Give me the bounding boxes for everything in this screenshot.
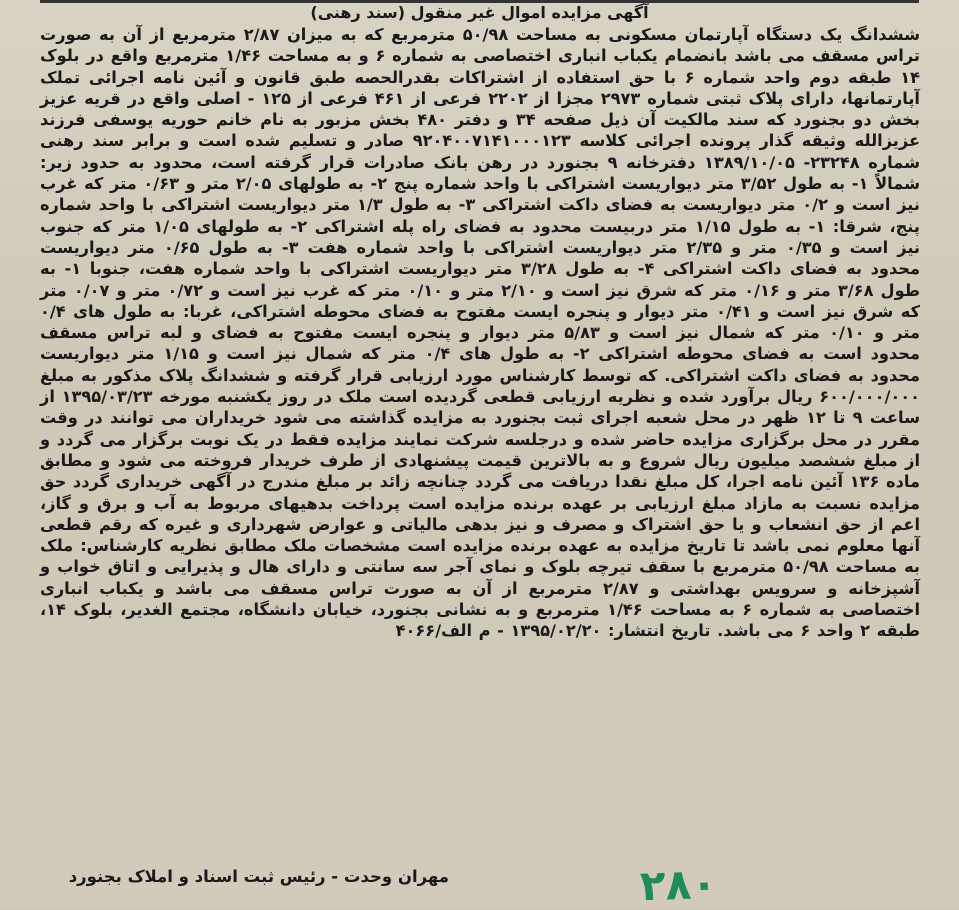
handwritten-number: ۲۸۰ [639, 858, 718, 910]
notice-signature: مهران وحدت - رئیس ثبت اسناد و املاک بجنورد [68, 867, 449, 886]
notice-title: آگهی مزایده اموال غیر منقول (سند رهنی) [310, 3, 649, 22]
notice-body: ششدانگ یک دستگاه آپارتمان مسکونی به مساحت ۵۰/۹۸ مترمربع که به میزان ۲/۸۷ مترمربع از آن به صورت تراس مسقف می باشد بانضمام یکباب انباری اختصاصی به شماره ۶ و به مساحت ۱/۴۶ مترمربع واقع در بلوک ۱۴ طبقه دوم واحد شماره ۶ با حق استفاده از اشتراکات بقدرالحصه طبق قانون و آئین نامه اجرائی تملک آپارتمانها، دارای پلاک ثبتی شماره ۲۹۷۳ مجزا از ۲۲۰۲ فرعی از ۴۶۱ فرعی از ۱۲۵ - اصلی واقع در قریه عزیز بخش دو بجنورد که سند مالکیت آن ذیل صفحه ۳۴ و دفتر ۴۸۰ بخش مزبور به نام خانم حوریه یوسفی فرزند عزیزالله وثیقه گذار پرونده اجرائی کلاسه ۹۲۰۴۰۰۷۱۴۱۰۰۰۱۲۳ صادر و تسلیم شده است و برابر سند رهنی شماره ۲۳۲۴۸- ۱۳۸۹/۱۰/۰۵ دفترخانه ۹ بجنورد در رهن بانک صادرات قرار گرفته است، محدود به حدود زیر: شمالاً ۱- به طول ۳/۵۲ متر دیواریست اشتراکی با واحد شماره پنج ۲- به طولهای ۲/۰۵ متر و ۰/۶۳ متر که غرب نیز است و ۰/۲ متر دیواریست به فضای داکت اشتراکی ۳- به طول ۱/۳ متر دیواریست اشتراکی با واحد شماره پنج، شرقا: ۱- به طول ۱/۱۵ متر دربیست محدود به فضای راه پله اشتراکی ۲- به طولهای ۱/۰۵ متر که جنوب نیز است و ۰/۳۵ متر و ۲/۳۵ متر دیواریست اشتراکی با واحد شماره هفت ۳- به طول ۰/۶۵ متر دیواریست محدود به فضای داکت اشتراکی ۴- به طول ۳/۲۸ متر دیواریست اشتراکی با واحد شماره هفت، جنوبا ۱- به طول ۳/۶۸ متر و ۰/۱۶ متر که شرق نیز است و ۲/۱۰ متر و ۰/۱۰ متر که غرب نیز است و ۰/۷۲ متر و ۰/۰۷ متر که شرق نیز است و ۰/۴۱ متر دیوار و پنجره ایست مفتوح به فضای محوطه اشتراکی، غربا: به طول های ۰/۴ متر و ۰/۱۰ متر که شمال نیز است و ۵/۸۳ متر دیوار و پنجره ایست مفتوح به فضای و لبه تراس مسقف محدود است به فضای محوطه اشتراکی ۲- به طول های ۰/۴ متر که شمال نیز است و ۱/۱۵ متر دیواریست محدود به فضای داکت اشتراکی. که توسط کارشناس مورد ارزیابی قرار گرفته و ششدانگ پلاک مذکور به مبلغ ۶۰۰/۰۰۰/۰۰۰ ریال برآورد شده و نظریه ارزیابی قطعی گردیده است ملک در روز یکشنبه مورخه ۱۳۹۵/۰۳/۲۳ از ساعت ۹ تا ۱۲ ظهر در محل شعبه اجرای ثبت بجنورد به مزایده گذاشته می شود خریداران می توانند در وقت مقرر در محل برگزاری مزایده حاضر شده و درجلسه شرکت نمایند مزایده فقط در یک نوبت برگزار می گردد و از مبلغ ششصد میلیون ریال شروع و به بالاترین قیمت پیشنهادی از طرف خریدار فروخته می شود و مطابق ماده ۱۳۶ آئین نامه اجرا، کل مبلغ نقدا دریافت می گردد چنانچه زائد بر مبلغ مندرج در آگهی خریداری گردد حق مزایده نسبت به مازاد مبلغ ارزیابی بر عهده برنده مزایده است پرداخت بدهیهای مربوط به آب و برق و گاز، اعم از حق انشعاب و یا حق اشتراک و مصرف و نیز بدهی مالیاتی و عوارض شهرداری و غیره که رقم قطعی آنها معلوم نمی باشد تا تاریخ مزایده به عهده برنده مزایده است مشخصات ملک مطابق نظریه کارشناس: ملک به مساحت ۵۰/۹۸ مترمربع با سقف تیرچه بلوک و نمای آجر سه سانتی و دارای هال و پذیرایی و اتاق خواب و آشپزخانه و سرویس بهداشتی و ۲/۸۷ مترمربع از آن به صورت تراس مسقف می باشد و یکباب انباری اختصاصی به شماره ۶ به مساحت ۱/۴۶ مترمربع و به نشانی بجنورد، خیابان دانشگاه، مجتمع الغدیر، بلوک ۱۴، طبقه ۲ واحد ۶ می باشد. تاریخ انتشار: ۱۳۹۵/۰۲/۲۰ - م الف/۴۰۶۶ [40, 25, 921, 641]
